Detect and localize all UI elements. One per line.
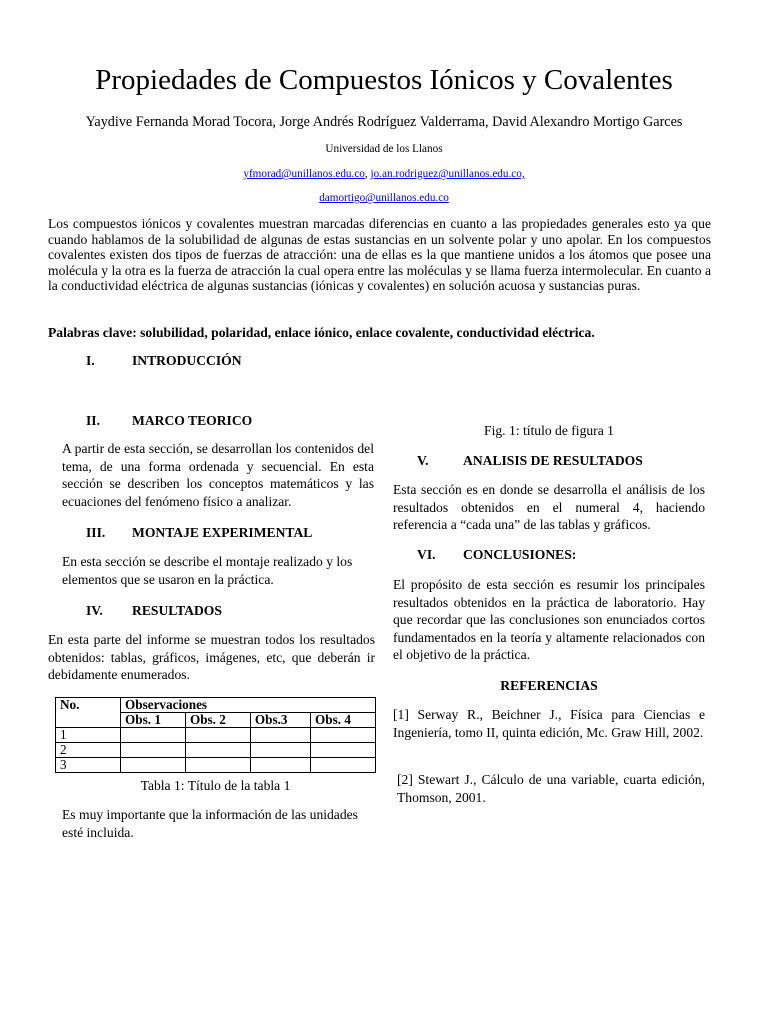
- header-obs-3: Obs.3: [250, 712, 310, 727]
- table-row: [56, 742, 376, 757]
- section-number: IV.: [86, 603, 103, 618]
- table-note: Es muy importante que la información de las unidades esté incluida.: [62, 807, 358, 840]
- section-body-marco-teorico: A partir de esta sección, se desarrollan los contenidos del tema, de una forma ordenada y secuencial. En esta sección se describen los conceptos matemáticos y las ecuaciones del fenómeno físico a analizar.: [62, 441, 374, 509]
- table-cell: [121, 727, 186, 742]
- section-number: V.: [417, 453, 429, 468]
- table-cell: [250, 742, 310, 757]
- table-cell: [250, 727, 310, 742]
- email-link-2[interactable]: jo.an.rodriguez@unillanos.edu.co,: [370, 168, 525, 180]
- section-number: I.: [86, 353, 95, 368]
- table-caption: Tabla 1: Título de la tabla 1: [140, 778, 291, 793]
- row-number: 3: [56, 757, 121, 772]
- table-cell: [185, 757, 250, 772]
- table-cell: [185, 727, 250, 742]
- reference-item-1: [1] Serway R., Beichner J., Física para Ciencias e Ingeniería, tomo II, quinta edición, Mc. Graw Hill, 2002.: [393, 707, 705, 740]
- header-observaciones: Observaciones: [121, 698, 376, 713]
- section-title: MARCO TEORICO: [132, 413, 253, 428]
- affiliation: Universidad de los Llanos: [325, 143, 443, 155]
- table-cell: [311, 727, 376, 742]
- section-number: II.: [86, 413, 100, 428]
- section-body-montaje: En esta sección se describe el montaje realizado y los elementos que se usaron en la práctica.: [62, 554, 353, 587]
- section-number: III.: [86, 525, 106, 540]
- section-title: MONTAJE EXPERIMENTAL: [132, 525, 313, 540]
- reference-item-2: [2] Stewart J., Cálculo de una variable, cuarta edición, Thomson, 2001.: [397, 772, 705, 805]
- references-heading: REFERENCIAS: [500, 678, 598, 693]
- section-title: INTRODUCCIÓN: [132, 353, 242, 368]
- header-obs-4: Obs. 4: [311, 712, 376, 727]
- table-row: [56, 757, 376, 772]
- section-title: ANALISIS DE RESULTADOS: [463, 453, 643, 468]
- authors-line: Yaydive Fernanda Morad Tocora, Jorge Andrés Rodríguez Valderrama, David Alexandro Mortigo Garces: [85, 114, 683, 130]
- email-line-2: [0, 191, 768, 206]
- section-number: VI.: [417, 547, 436, 562]
- section-body-resultados: En esta parte del informe se muestran todos los resultados obtenidos: tablas, gráficos, imágenes, etc, que deberán ir debidamente enumerados.: [48, 632, 375, 683]
- figure-caption: Fig. 1: título de figura 1: [484, 423, 614, 438]
- header-no: No.: [56, 698, 121, 728]
- email-line-1: [0, 167, 768, 182]
- table-header-row: [56, 698, 376, 713]
- email-link-1[interactable]: yfmorad@unillanos.edu.co: [243, 168, 365, 180]
- section-title: RESULTADOS: [132, 603, 222, 618]
- section-body-analisis: Esta sección es en donde se desarrolla el análisis de los resultados obtenidos en el numeral 4, haciendo referencia a “cada una” de las tablas y gráficos.: [393, 482, 705, 533]
- table-cell: [185, 742, 250, 757]
- email-link-3[interactable]: damortigo@unillanos.edu.co: [319, 192, 449, 204]
- email-separator: ,: [364, 168, 371, 180]
- header-obs-2: Obs. 2: [185, 712, 250, 727]
- table-cell: [121, 757, 186, 772]
- section-body-conclusiones: El propósito de esta sección es resumir los principales resultados obtenidos en la práctica de laboratorio. Hay que recordar que las conclusiones son enunciados cortos fundamentados en la teoría y altamente relacionados con el objetivo de la práctica.: [393, 577, 705, 663]
- paper-title: Propiedades de Compuestos Iónicos y Covalentes: [95, 64, 673, 96]
- table-row: [56, 727, 376, 742]
- header-obs-1: Obs. 1: [121, 712, 186, 727]
- table-cell: [311, 742, 376, 757]
- section-title: CONCLUSIONES:: [463, 547, 577, 562]
- keywords: Palabras clave: solubilidad, polaridad, enlace iónico, enlace covalente, conductividad eléctrica.: [48, 325, 595, 340]
- observations-table: [55, 697, 376, 773]
- table-cell: [311, 757, 376, 772]
- row-number: 2: [56, 742, 121, 757]
- table-cell: [250, 757, 310, 772]
- table-cell: [121, 742, 186, 757]
- abstract: Los compuestos iónicos y covalentes muestran marcadas diferencias en cuanto a las propiedades generales esto ya que cuando hablamos de la solubilidad de algunas de estas sustancias en un solvente polar y uno apolar. En los compuestos covalentes existen dos tipos de fuerzas de atracción: una de ellas es la que mantiene unidos a los átomos que posee una molécula y la otra es la fuerza de atracción la cual opera entre las moléculas y se llama fuerza intermolecular. En cuanto a la conductividad eléctrica de algunas sustancias (iónicas y covalentes) en solución acuosa y sustancias puras.: [48, 216, 711, 294]
- row-number: 1: [56, 727, 121, 742]
